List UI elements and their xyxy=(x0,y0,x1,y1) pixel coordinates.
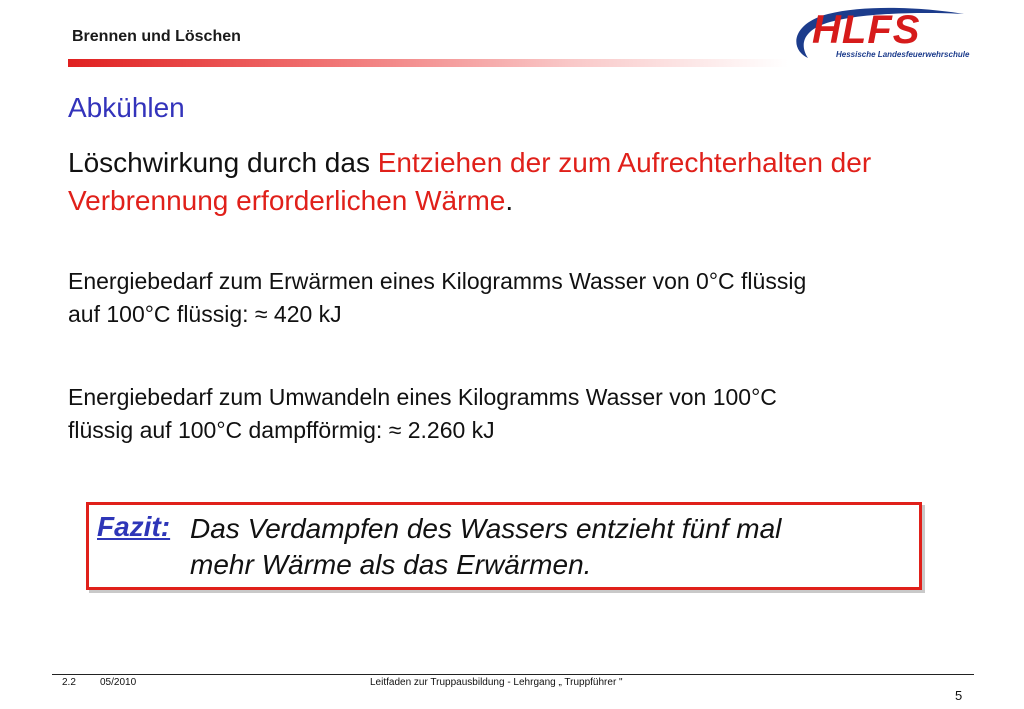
slide-heading: Abkühlen xyxy=(68,92,185,123)
conclusion-box xyxy=(86,502,922,590)
hlfs-logo xyxy=(788,6,970,64)
footer-date: 05/2010 xyxy=(100,677,137,688)
definition-highlight: Entziehen der zum Aufrechterhalten der Verbrennung erforderlichen Wärme xyxy=(68,147,872,216)
energy-vaporizing-line-2: flüssig auf 100°C dampfförmig: ≈ 2.260 kJ xyxy=(68,417,495,443)
page-number: 5 xyxy=(955,688,963,703)
energy-heating-line-2: auf 100°C flüssig: ≈ 420 kJ xyxy=(68,301,342,327)
logo-text: HLFS xyxy=(812,8,921,52)
energy-heating-paragraph xyxy=(68,265,948,331)
header-title: Brennen und Löschen xyxy=(72,28,241,45)
energy-vaporizing-paragraph xyxy=(68,381,948,447)
conclusion-line-1: Das Verdampfen des Wassers entzieht fünf mal xyxy=(190,513,782,544)
header-accent-bar xyxy=(68,59,788,67)
definition-lead: Löschwirkung durch das xyxy=(68,147,378,178)
definition-end: . xyxy=(505,185,514,216)
footer-title: Leitfaden zur Truppausbildung - Lehrgang „ Truppführer " xyxy=(370,677,623,688)
logo-subtitle: Hessische Landesfeuerwehrschule xyxy=(836,50,970,59)
footer-section: 2.2 xyxy=(62,677,76,688)
footer-divider xyxy=(52,674,974,675)
energy-vaporizing-line-1: Energiebedarf zum Umwandeln eines Kilogramms Wasser von 100°C xyxy=(68,384,777,410)
definition-paragraph xyxy=(68,144,998,220)
conclusion-text xyxy=(190,511,910,583)
conclusion-line-2: mehr Wärme als das Erwärmen. xyxy=(190,549,592,580)
energy-heating-line-1: Energiebedarf zum Erwärmen eines Kilogramms Wasser von 0°C flüssig xyxy=(68,268,807,294)
conclusion-label: Fazit: xyxy=(97,511,171,542)
